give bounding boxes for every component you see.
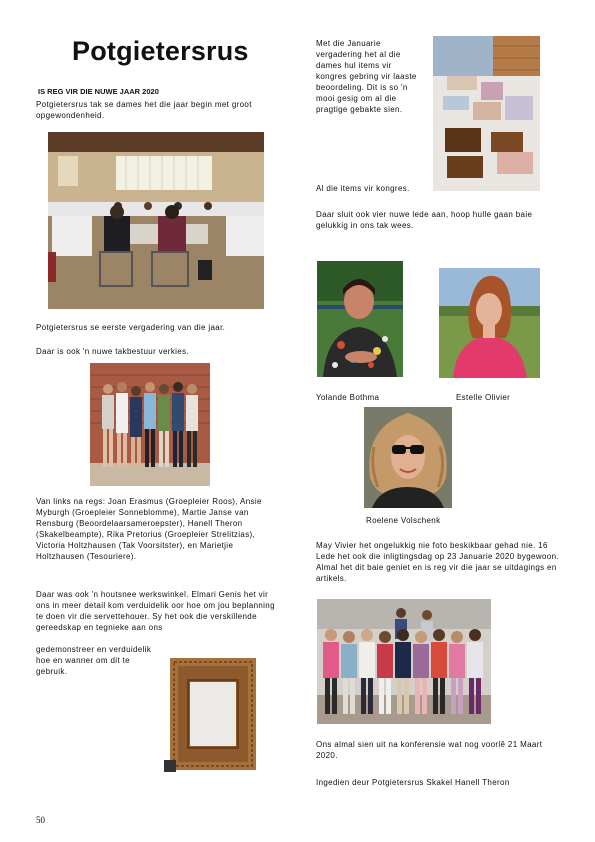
intro-paragraph: Potgietersrus tak se dames het die jaar begin met groot opgewondenheid. [36,100,252,120]
committee-names: Van links na regs: Joan Erasmus (Groepleier Roos), Ansie Myburgh (Groepleier Sonneblomme), Martie Janse van Rensburg (Beoordelaarsameroepster), Hanell Theron (Skakelbeampte), Rika Pretorius (Groepleier Strelitzias), Victoria Holtzhausen (Tak Voorsitster), en Marietjie Holtzhausen (Tesouriere). [36,497,262,561]
caption-yolande: Yolande Bothma [316,393,380,402]
workshop-paragraph: Daar was ook 'n houtsnee werkswinkel. Elmari Genis het vir ons in meer detail kom verduidelik oor hoe om jou beplanning te doen vir die servettehouer. Sy het ook die verskillende gereedskap en tegnieke aan ons [36,590,275,632]
caption-estelle: Estelle Olivier [456,393,511,402]
baked-items-photo [433,36,540,191]
carved-frame-photo [164,656,260,772]
committee-line: Daar is ook 'n nuwe takbestuur verkies. [36,347,190,356]
conference-paragraph: Ons almal sien uit na konferensie wat nog voorlê 21 Maart 2020. [316,740,543,760]
january-paragraph: Met die Januarie vergadering het al die dames hul items vir kongres gebring vir laaste beoordeling. Dit is so 'n mooi gesig om al die pragtige gebakte sien. [316,39,417,114]
workshop-paragraph-continued: gedemonstreer en verduidelik hoe en wanner om dit te gebruik. [36,645,152,676]
meeting-caption: Potgietersrus se eerste vergadering van die jaar. [36,323,226,332]
estelle-photo [439,268,540,378]
meeting-hall-photo [48,132,264,309]
group-photo [317,599,491,724]
yolande-photo [317,261,403,377]
caption-roelene: Roelene Volschenk [366,516,441,525]
page-title: Potgietersrus [72,36,249,66]
new-members-paragraph: Daar sluit ook vier nuwe lede aan, hoop hulle gaan baie gelukkig in ons tak wees. [316,210,533,230]
committee-photo [90,363,210,486]
items-caption: Al die items vir kongres. [316,184,410,193]
roelene-photo [364,407,452,508]
submitted-by: Ingedien deur Potgietersrus Skakel Hanell Theron [316,778,510,787]
section-subtitle: IS REG VIR DIE NUWE JAAR 2020 [38,87,159,96]
page-number: 50 [36,815,45,825]
may-vivier-paragraph: May Vivier het ongelukkig nie foto beskikbaar gehad nie. 16 Lede het ook die inligtingsdag op 23 Januarie 2020 bygewoon. Almal het dit baie geniet en is reg vir die jaar se uitdagings en artikels. [316,541,559,583]
